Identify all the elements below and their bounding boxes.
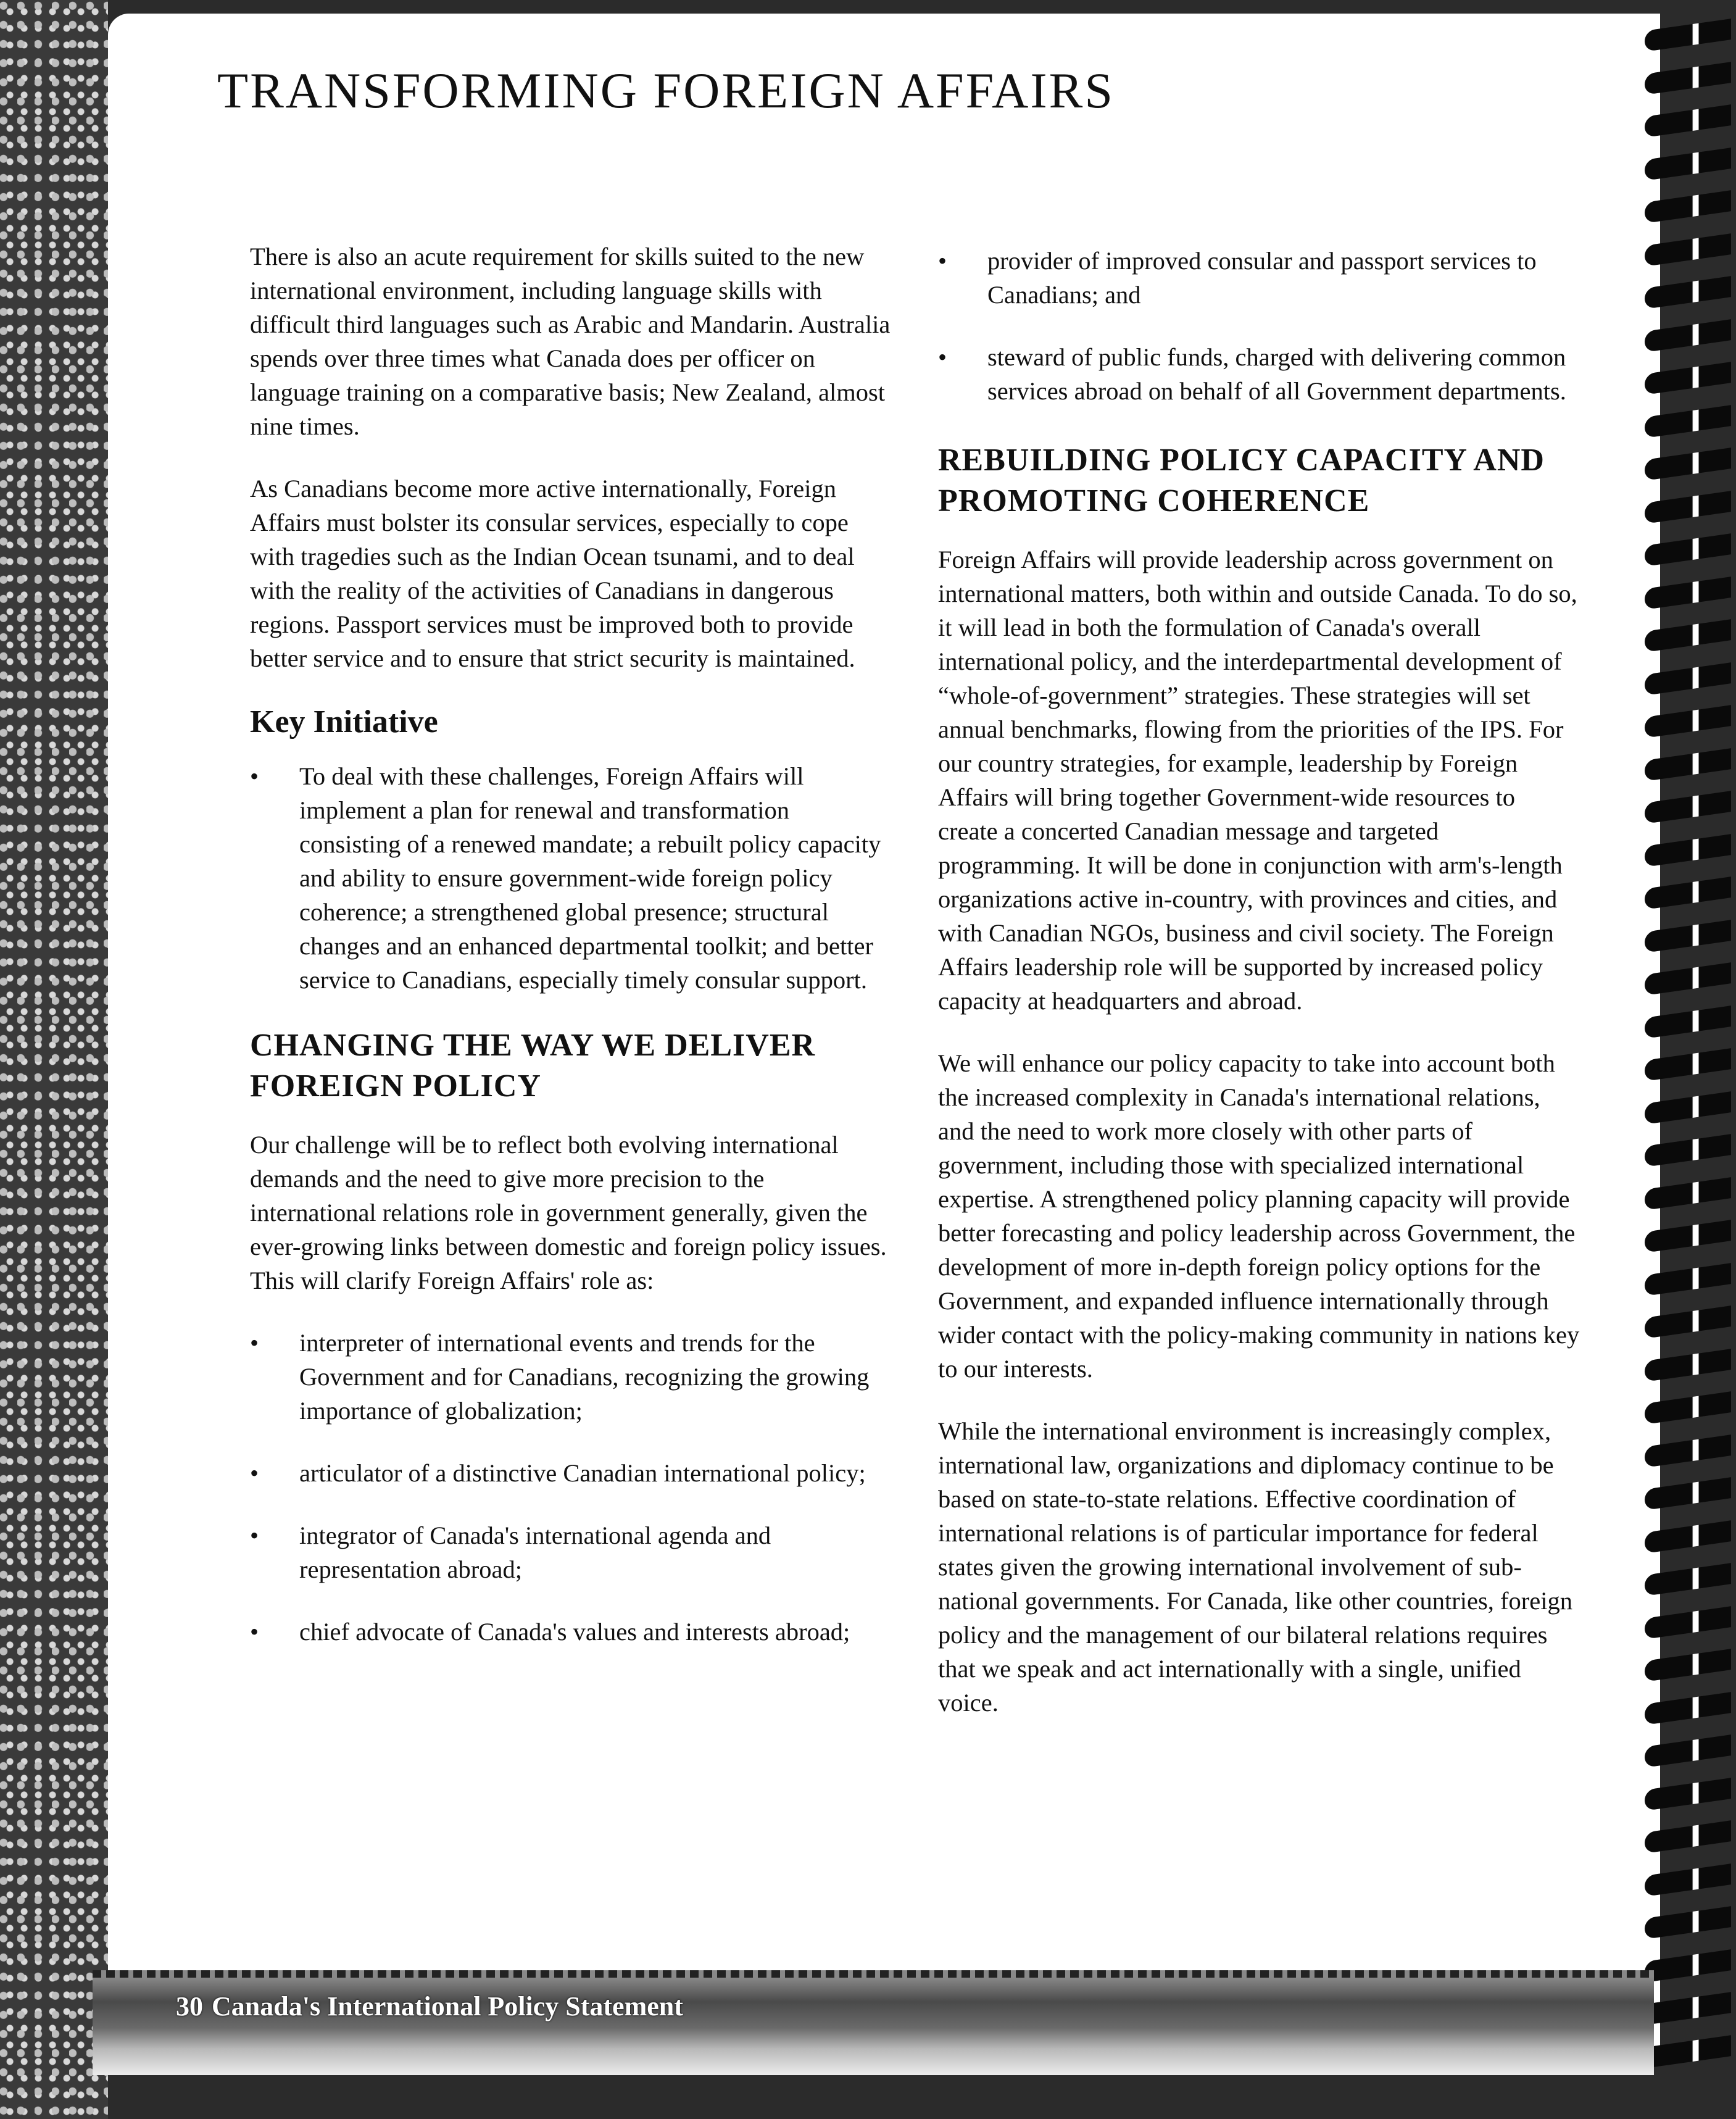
spiral-coil: [1645, 319, 1731, 352]
spiral-coil: [1645, 104, 1731, 138]
spiral-coil: [1645, 577, 1731, 610]
spiral-coil: [1645, 1820, 1731, 1854]
spiral-coil: [1645, 1220, 1731, 1253]
spiral-coil: [1645, 1005, 1731, 1039]
spiral-coil: [1645, 662, 1731, 696]
spiral-coil: [1645, 1734, 1731, 1768]
spiral-coil: [1645, 1048, 1731, 1081]
spiral-coil: [1645, 1091, 1731, 1125]
spiral-coil: [1645, 1649, 1731, 1682]
spiral-coil: [1645, 1263, 1731, 1296]
spiral-coil: [1645, 533, 1731, 567]
spiral-coil: [1645, 1906, 1731, 1939]
list-item: • To deal with these challenges, Foreign Affairs will implement a plan for renewal and transformation consisting of a renewed mandate; a rebuilt policy capacity and ability to ensure government-wide foreign policy coherence; a strengthened global presence; structural changes and an enhanced departmental toolkit; and better service to Canadians, especially timely consular support.: [250, 759, 892, 997]
paragraph-language-skills: There is also an acute requirement for skills suited to the new international environment, including language skills with difficult third languages such as Arabic and Mandarin. Australia spends over three times what Canada does per officer on language training on a comparative basis; New Zealand, almost nine times.: [250, 243, 891, 440]
bullet-icon: •: [250, 1522, 259, 1549]
spiral-coil: [1645, 1134, 1731, 1167]
spiral-coil: [1645, 276, 1731, 309]
list-item: • chief advocate of Canada's values and interests abroad;: [250, 1615, 892, 1649]
paragraph-consular-services: As Canadians become more active internationally, Foreign Affairs must bolster its consular services, especially to cope with tragedies such as the Indian Ocean tsunami, and to deal with the reality of the activities of Canadians in dangerous regions. Passport services must be improved both to provide better service and to ensure that strict security is maintained.: [250, 475, 855, 672]
spiral-coil: [1645, 619, 1731, 652]
paragraph-our-challenge: Our challenge will be to reflect both evolving international demands and the need to give more precision to the international relations role in government generally, given the ever-growing links between domestic and foreign policy issues. This will clarify Foreign Affairs' role as:: [250, 1131, 887, 1294]
spiral-coil: [1645, 834, 1731, 867]
spiral-coil: [1645, 1477, 1731, 1510]
section-heading-rebuilding-policy: REBUILDING POLICY CAPACITY AND PROMOTING COHERENCE: [938, 443, 1545, 518]
publication-title: Canada's International Policy Statement: [212, 1991, 683, 2021]
bullet-icon: •: [250, 1329, 259, 1357]
key-initiative-heading: Key Initiative: [250, 704, 438, 739]
spiral-coil: [1645, 1606, 1731, 1639]
footer-band: [93, 1970, 1654, 2075]
spiral-binding: [1638, 25, 1736, 2086]
spiral-coil: [1645, 233, 1731, 267]
spiral-coil: [1645, 1520, 1731, 1554]
spiral-coil: [1645, 1434, 1731, 1468]
bullet-icon: •: [250, 1618, 259, 1646]
spiral-coil: [1645, 362, 1731, 395]
spiral-coil: [1645, 1778, 1731, 1811]
bullet-icon: •: [938, 343, 947, 371]
key-initiative-list: [250, 759, 892, 997]
bullet-icon: •: [250, 762, 259, 790]
paragraph-international-environment: While the international environment is increasingly complex, international law, organizations and diplomacy continue to be based on state-to-state relations. Effective coordination of international relations is of particular importance for federal states given the growing international involvement of sub-national governments. For Canada, like other countries, foreign policy and the management of our bilateral relations requires that we speak and act internationally with a single, unified voice.: [938, 1417, 1572, 1717]
spiral-coil: [1645, 1949, 1731, 1983]
spiral-coil: [1645, 791, 1731, 824]
right-column: [938, 244, 1580, 1748]
bullet-icon: •: [250, 1459, 259, 1487]
list-item: • interpreter of international events and trends for the Government and for Canadians, recognizing the growing importance of globalization;: [250, 1326, 892, 1428]
list-item: • steward of public funds, charged with delivering common services abroad on behalf of all Government departments.: [938, 340, 1580, 408]
spiral-coil: [1645, 2035, 1731, 2068]
role-list-continued: [938, 244, 1580, 408]
spiral-coil: [1645, 491, 1731, 524]
spiral-coil: [1645, 705, 1731, 738]
paragraph-policy-capacity: We will enhance our policy capacity to take into account both the increased complexity in Canada's international relations, and the need to work more closely with other parts of government, including those with specialized international expertise. A strengthened policy planning capacity will provide better forecasting and policy leadership across Government, the development of more in-depth foreign policy options for the Government, and expanded influence internationally through wider contact with the policy-making community in nations key to our interests.: [938, 1049, 1580, 1383]
page-title: TRANSFORMING FOREIGN AFFAIRS: [217, 62, 1115, 119]
spiral-coil: [1645, 920, 1731, 953]
spiral-coil: [1645, 876, 1731, 910]
role-list: [250, 1326, 892, 1649]
spiral-coil: [1645, 148, 1731, 181]
spiral-coil: [1645, 448, 1731, 481]
list-item: • articulator of a distinctive Canadian international policy;: [250, 1456, 892, 1490]
list-item: • provider of improved consular and passport services to Canadians; and: [938, 244, 1580, 312]
spiral-coil: [1645, 748, 1731, 781]
left-column: [250, 239, 892, 1677]
spiral-coil: [1645, 1177, 1731, 1210]
spiral-coil: [1645, 1349, 1731, 1382]
page-number: 30: [176, 1991, 203, 2021]
spiral-coil: [1645, 62, 1731, 95]
paragraph-leadership: Foreign Affairs will provide leadership across government on international matters, both within and outside Canada. To do so, it will lead in both the formulation of Canada's overall international policy, and the interdepartmental development of “whole-of-government” strategies. These strategies will set annual benchmarks, flowing from the priorities of the IPS. For our country strategies, for example, leadership by Foreign Affairs will bring together Government-wide resources to create a concerted Canadian message and targeted programming. It will be done in conjunction with arm's-length organizations active in-country, with provinces and cities, and with Canadian NGOs, business and civil society. The Foreign Affairs leadership role will be supported by increased policy capacity at headquarters and abroad.: [938, 546, 1577, 1015]
spiral-coil: [1645, 962, 1731, 996]
spiral-coil: [1645, 190, 1731, 223]
footer: [176, 1991, 683, 2022]
spiral-coil: [1645, 1391, 1731, 1425]
bullet-icon: •: [938, 247, 947, 275]
background-texture: [0, 0, 108, 2119]
spiral-coil: [1645, 1992, 1731, 2025]
spiral-coil: [1645, 1863, 1731, 1897]
spiral-coil: [1645, 1692, 1731, 1725]
spiral-coil: [1645, 405, 1731, 438]
section-heading-changing-the-way: CHANGING THE WAY WE DELIVER FOREIGN POLICY: [250, 1028, 816, 1104]
spiral-coil: [1645, 1563, 1731, 1596]
list-item: • integrator of Canada's international agenda and representation abroad;: [250, 1518, 892, 1586]
spiral-coil: [1645, 1305, 1731, 1339]
